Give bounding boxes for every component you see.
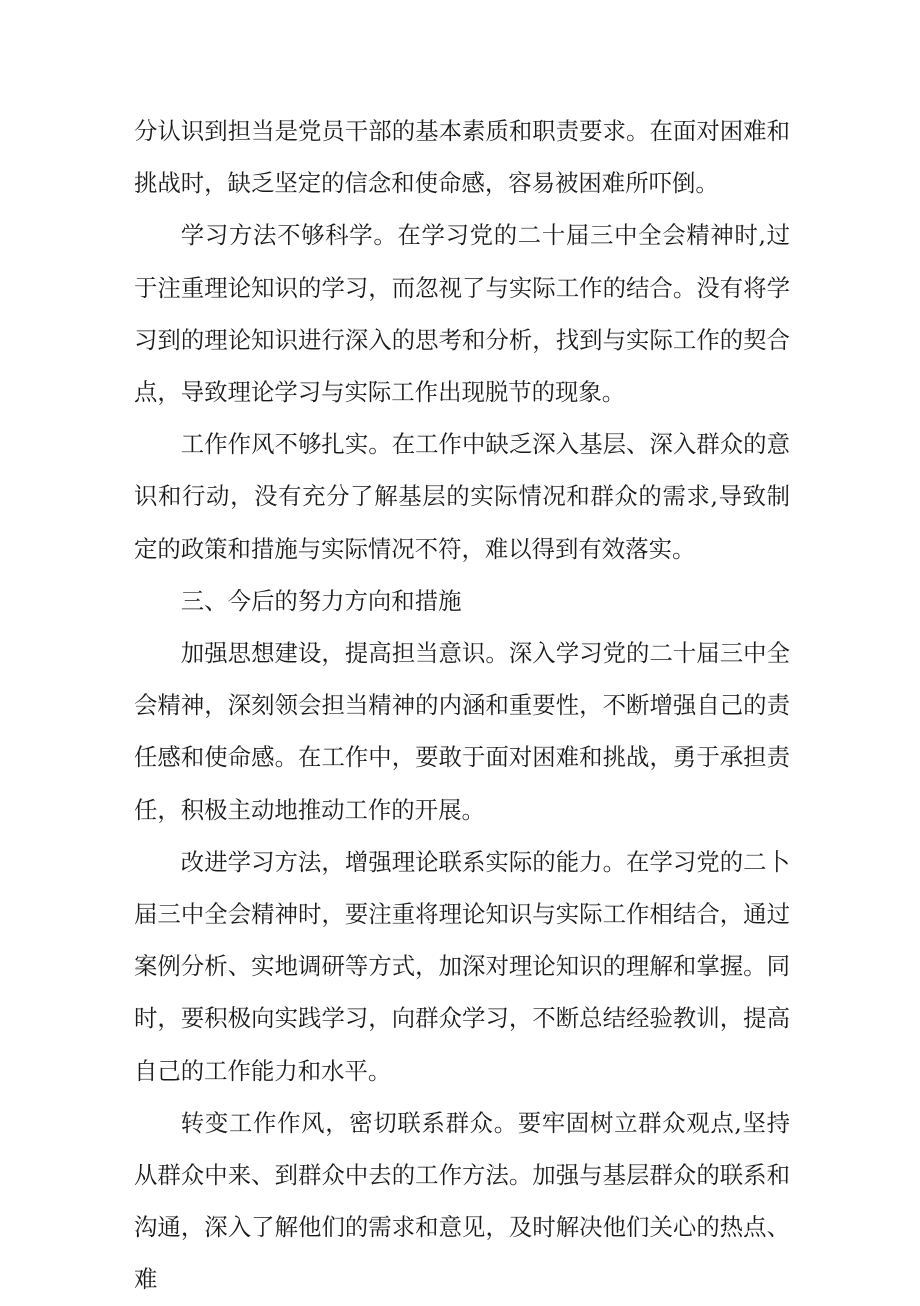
paragraph-continuation: 分认识到担当是党员干部的基本素质和职责要求。在面对困难和挑战时，缺乏坚定的信念和使命感，容易被困难所吓倒。 — [134, 117, 790, 198]
paragraph-thought-building: 加强思想建设，提高担当意识。深入学习党的二十届三中全会精神，深刻领会担当精神的内涵和重要性，不断增强自己的责任感和使命感。在工作中，要敢于面对困难和挑战，勇于承担责任，积极主动地推动工作的开展。 — [134, 639, 790, 824]
paragraph-study-method: 学习方法不够科学。在学习党的二十届三中全会精神时,过于注重理论知识的学习，而忽视了与实际工作的结合。没有将学习到的理论知识进行深入的思考和分析，找到与实际工作的契合点，导致理论学习与实际工作出现脱节的现象。 — [134, 221, 790, 407]
paragraph-work-style: 工作作风不够扎实。在工作中缺乏深入基层、深入群众的意识和行动，没有充分了解基层的实际情况和群众的需求,导致制定的政策和措施与实际情况不符，难以得到有效落实。 — [134, 430, 790, 563]
paragraph-improve-study: 改进学习方法，增强理论联系实际的能力。在学习党的二卜届三中全会精神时，要注重将理论知识与实际工作相结合，通过案例分析、实地调研等方式，加深对理论知识的理解和掌握。同时，要积极向实践学习，向群众学习，不断总结经验教训，提高自己的工作能力和水平。 — [134, 847, 790, 1085]
document-body — [134, 105, 790, 1306]
paragraph-change-style: 转变工作作风，密切联系群众。要牢固树立群众观点,坚持从群众中来、到群众中去的工作方法。加强与基层群众的联系和沟通，深入了解他们的需求和意见，及时解决他们关心的热点、难 — [134, 1108, 790, 1294]
section-heading: 三、今后的努力方向和措施 — [180, 586, 462, 615]
